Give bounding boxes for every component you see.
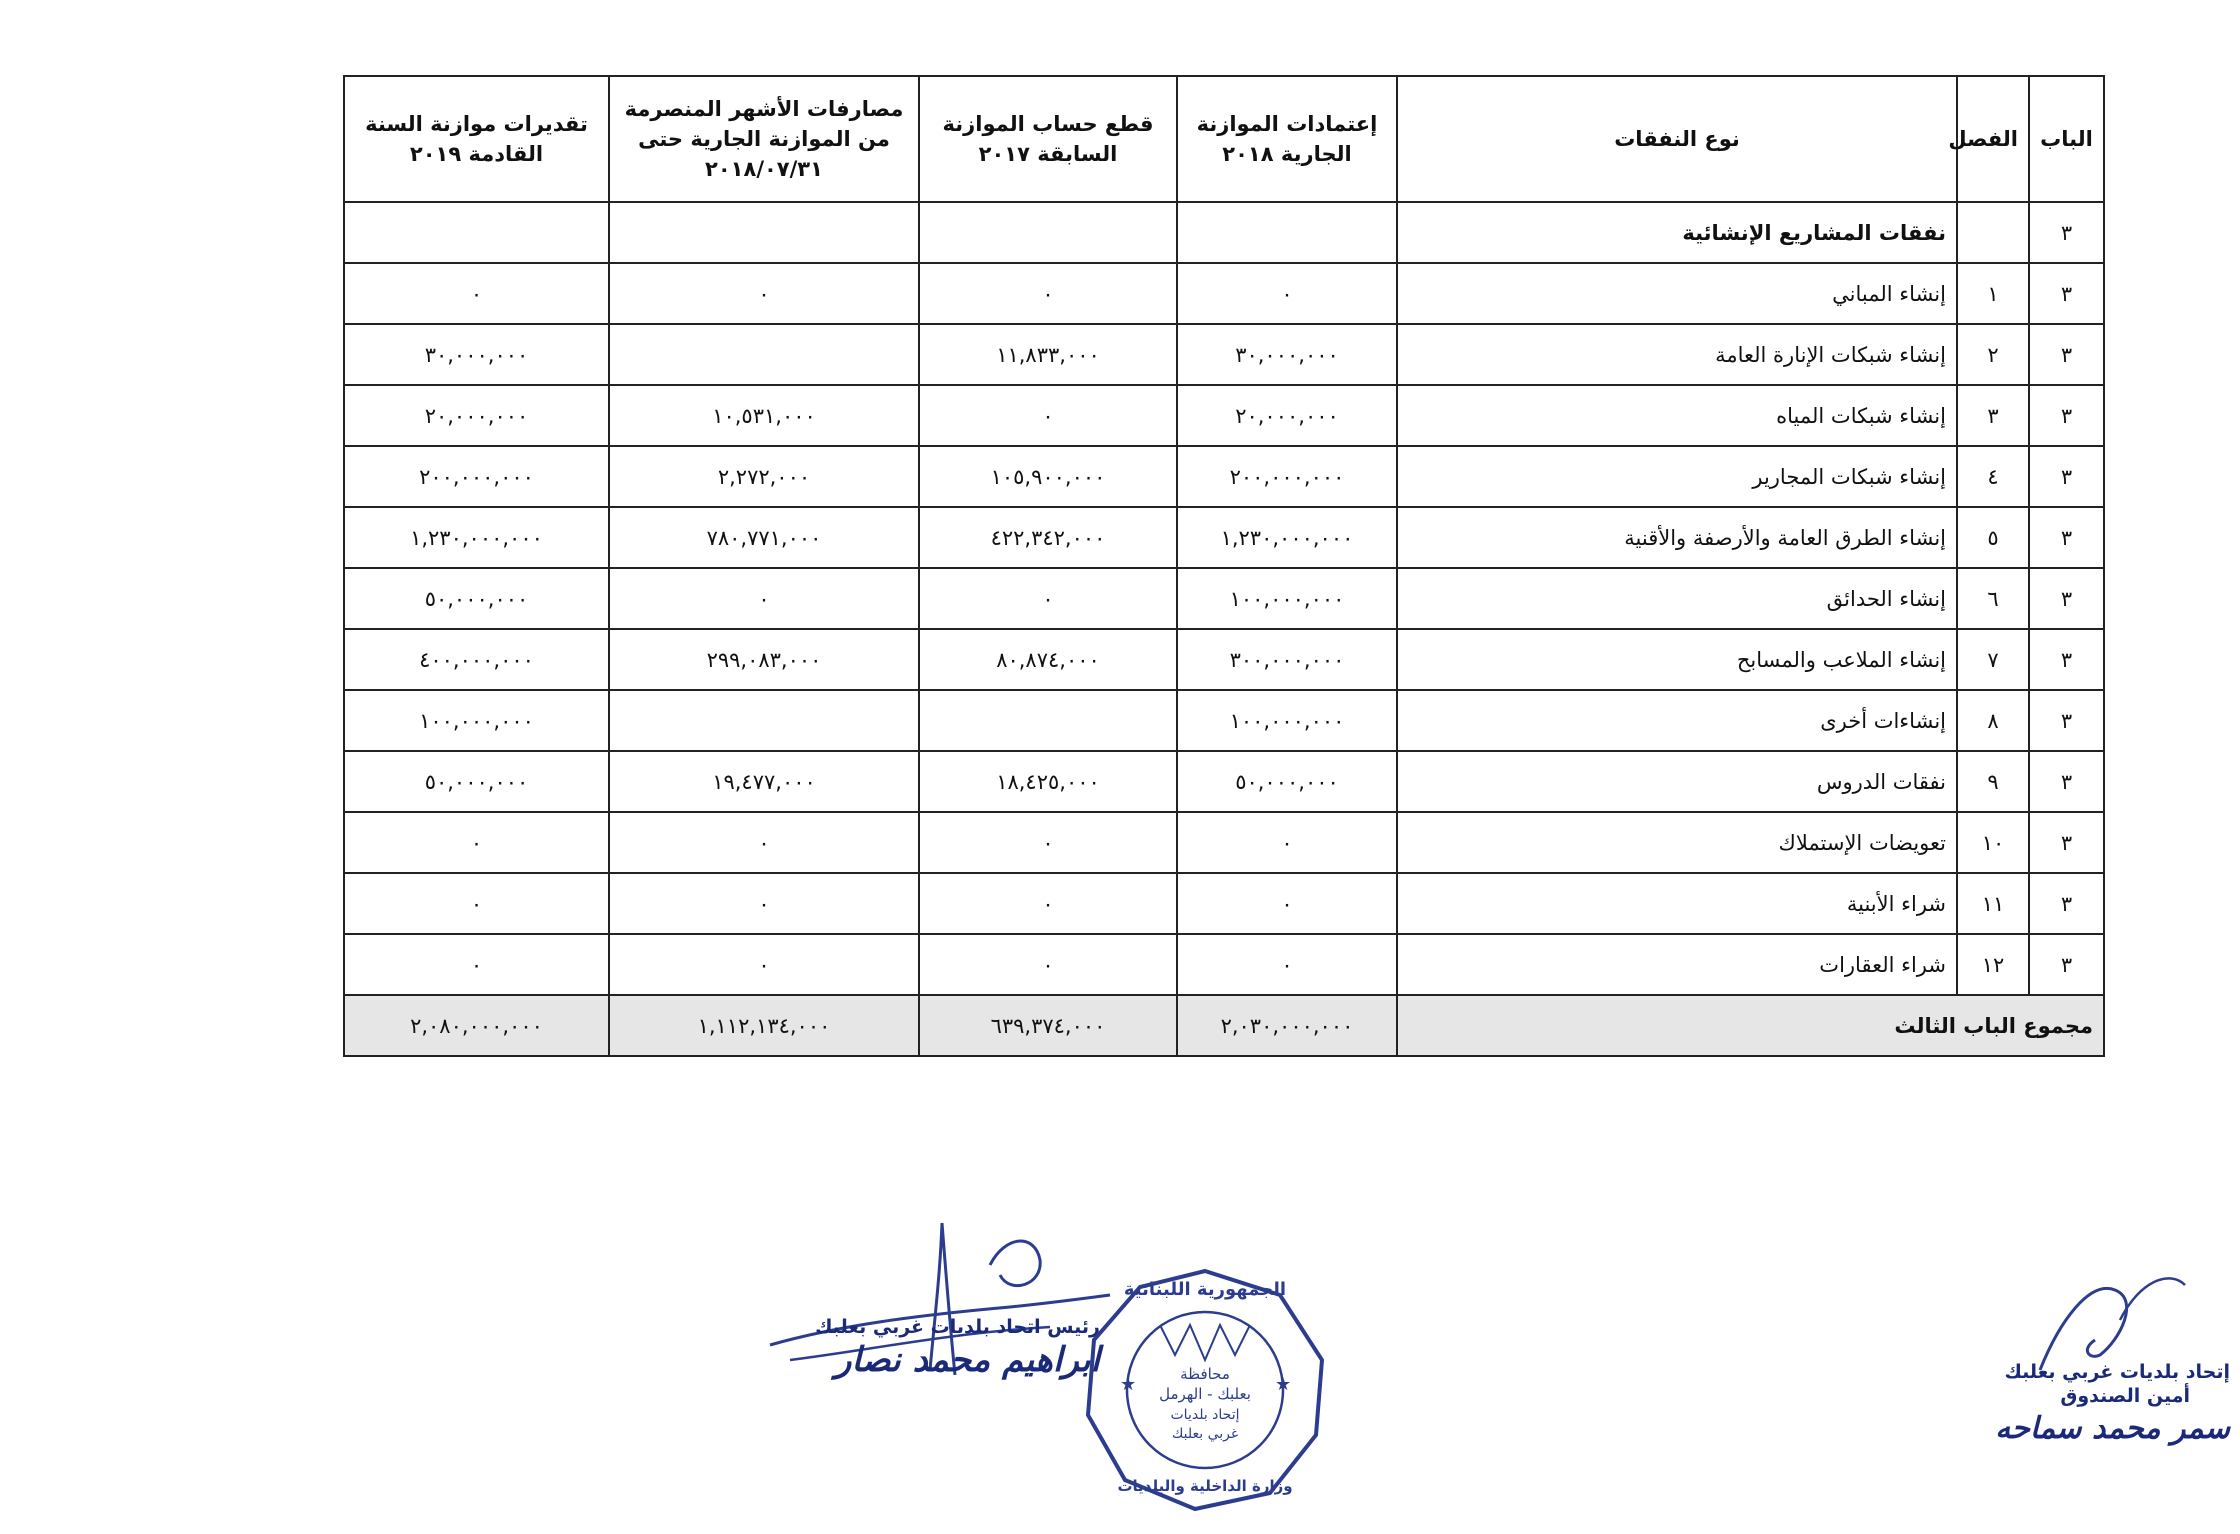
cell-estimate-2019: ١٠٠,٠٠٠,٠٠٠	[344, 690, 609, 751]
cell-spent-2018	[609, 324, 919, 385]
cell-closing-2017: ٠	[919, 934, 1177, 995]
total-estimate-2019: ٢,٠٨٠,٠٠٠,٠٠٠	[344, 995, 609, 1056]
cell-spent-2018	[609, 202, 919, 263]
cell-closing-2017: ٠	[919, 263, 1177, 324]
header-closing-2017: قطع حساب الموازنة السابقة ٢٠١٧	[919, 76, 1177, 202]
table-row	[344, 812, 2104, 873]
cell-bab: ٣	[2029, 324, 2104, 385]
cell-credits-2018: ٢٠,٠٠٠,٠٠٠	[1177, 385, 1397, 446]
cell-fasl: ١	[1957, 263, 2029, 324]
cell-credits-2018: ٣٠,٠٠٠,٠٠٠	[1177, 324, 1397, 385]
cell-spent-2018: ١٠,٥٣١,٠٠٠	[609, 385, 919, 446]
cell-estimate-2019: ٠	[344, 263, 609, 324]
header-estimate-2019: تقديرات موازنة السنة القادمة ٢٠١٩	[344, 76, 609, 202]
treasurer-name: سمر محمد سماحه	[1995, 1411, 2230, 1446]
cell-estimate-2019: ٢٠,٠٠٠,٠٠٠	[344, 385, 609, 446]
header-credits-2018: إعتمادات الموازنة الجارية ٢٠١٨	[1177, 76, 1397, 202]
cell-estimate-2019: ٠	[344, 934, 609, 995]
table-row	[344, 507, 2104, 568]
table-row	[344, 873, 2104, 934]
budget-table	[343, 75, 2105, 1057]
cell-estimate-2019: ٥٠,٠٠٠,٠٠٠	[344, 568, 609, 629]
treasurer-title: أمين الصندوق	[2060, 1385, 2190, 1407]
stamp-line-1: محافظة	[1180, 1365, 1230, 1383]
cell-credits-2018: ٥٠,٠٠٠,٠٠٠	[1177, 751, 1397, 812]
cell-fasl: ١٠	[1957, 812, 2029, 873]
header-fasl: الفصل	[1957, 76, 2029, 202]
header-bab: الباب	[2029, 76, 2104, 202]
cell-spent-2018: ١٩,٤٧٧,٠٠٠	[609, 751, 919, 812]
cell-bab: ٣	[2029, 934, 2104, 995]
cell-credits-2018: ٠	[1177, 812, 1397, 873]
cell-fasl: ٣	[1957, 385, 2029, 446]
cell-bab: ٣	[2029, 202, 2104, 263]
cell-closing-2017: ٠	[919, 568, 1177, 629]
stamp-top-arc: الجمهورية اللبنانية	[1123, 1279, 1287, 1300]
header-row	[344, 76, 2104, 202]
cell-spent-2018: ٠	[609, 873, 919, 934]
cell-fasl: ٥	[1957, 507, 2029, 568]
cell-credits-2018: ٠	[1177, 263, 1397, 324]
total-spent-2018: ١,١١٢,١٣٤,٠٠٠	[609, 995, 919, 1056]
cell-fasl: ١١	[1957, 873, 2029, 934]
cell-credits-2018: ٣٠٠,٠٠٠,٠٠٠	[1177, 629, 1397, 690]
cell-fasl: ٨	[1957, 690, 2029, 751]
cell-label: إنشاء الطرق العامة والأرصفة والأقنية	[1397, 507, 1957, 568]
cell-bab: ٣	[2029, 873, 2104, 934]
table-row	[344, 690, 2104, 751]
total-label: مجموع الباب الثالث	[1397, 995, 2104, 1056]
table-row	[344, 446, 2104, 507]
cell-credits-2018: ١٠٠,٠٠٠,٠٠٠	[1177, 568, 1397, 629]
treasurer-org: إتحاد بلديات غربي بعلبك	[2004, 1361, 2230, 1383]
cell-estimate-2019: ٠	[344, 873, 609, 934]
section-row	[344, 202, 2104, 263]
stamp-bottom-arc: وزارة الداخلية والبلديات	[1117, 1477, 1293, 1495]
cell-label: إنشاء شبكات الإنارة العامة	[1397, 324, 1957, 385]
cell-estimate-2019: ٠	[344, 812, 609, 873]
cell-spent-2018: ٠	[609, 263, 919, 324]
cell-fasl	[1957, 202, 2029, 263]
cell-closing-2017: ٤٢٢,٣٤٢,٠٠٠	[919, 507, 1177, 568]
cell-estimate-2019: ٥٠,٠٠٠,٠٠٠	[344, 751, 609, 812]
cell-label: إنشاء شبكات المجارير	[1397, 446, 1957, 507]
cell-fasl: ٩	[1957, 751, 2029, 812]
treasurer-signature-block	[1930, 1360, 2230, 1450]
cell-closing-2017: ٠	[919, 812, 1177, 873]
cell-closing-2017	[919, 690, 1177, 751]
cell-credits-2018: ٠	[1177, 873, 1397, 934]
cell-credits-2018: ٢٠٠,٠٠٠,٠٠٠	[1177, 446, 1397, 507]
total-closing-2017: ٦٣٩,٣٧٤,٠٠٠	[919, 995, 1177, 1056]
cell-bab: ٣	[2029, 812, 2104, 873]
cell-label: إنشاء الحدائق	[1397, 568, 1957, 629]
cell-estimate-2019: ٣٠,٠٠٠,٠٠٠	[344, 324, 609, 385]
cell-label: إنشاء المباني	[1397, 263, 1957, 324]
cell-bab: ٣	[2029, 690, 2104, 751]
cell-fasl: ٢	[1957, 324, 2029, 385]
cell-closing-2017	[919, 202, 1177, 263]
header-expense-type: نوع النفقات	[1397, 76, 1957, 202]
cell-label: شراء الأبنية	[1397, 873, 1957, 934]
cell-closing-2017: ٨٠,٨٧٤,٠٠٠	[919, 629, 1177, 690]
cell-estimate-2019: ٢٠٠,٠٠٠,٠٠٠	[344, 446, 609, 507]
cell-fasl: ٦	[1957, 568, 2029, 629]
cell-credits-2018: ١,٢٣٠,٠٠٠,٠٠٠	[1177, 507, 1397, 568]
cell-label: إنشاء شبكات المياه	[1397, 385, 1957, 446]
stamp-line-4: غربي بعلبك	[1171, 1426, 1239, 1442]
table-row	[344, 629, 2104, 690]
cell-estimate-2019	[344, 202, 609, 263]
president-signature-block	[800, 1315, 1100, 1381]
stamp-line-2: بعلبك - الهرمل	[1159, 1385, 1251, 1403]
cell-closing-2017: ٠	[919, 873, 1177, 934]
cell-spent-2018	[609, 690, 919, 751]
cell-credits-2018	[1177, 202, 1397, 263]
official-stamp	[1080, 1265, 1330, 1515]
cell-label: إنشاء الملاعب والمسابح	[1397, 629, 1957, 690]
cell-closing-2017: ١٠٥,٩٠٠,٠٠٠	[919, 446, 1177, 507]
table-row	[344, 751, 2104, 812]
cell-spent-2018: ٠	[609, 934, 919, 995]
total-row	[344, 995, 2104, 1056]
table-row	[344, 263, 2104, 324]
cell-estimate-2019: ٤٠٠,٠٠٠,٠٠٠	[344, 629, 609, 690]
cell-spent-2018: ٠	[609, 812, 919, 873]
table-row	[344, 934, 2104, 995]
cell-label: شراء العقارات	[1397, 934, 1957, 995]
cell-spent-2018: ٠	[609, 568, 919, 629]
stamp-line-3: إتحاد بلديات	[1170, 1407, 1240, 1423]
table-row	[344, 324, 2104, 385]
cell-bab: ٣	[2029, 751, 2104, 812]
table-row	[344, 568, 2104, 629]
cell-label: إنشاءات أخرى	[1397, 690, 1957, 751]
cell-fasl: ٤	[1957, 446, 2029, 507]
cell-spent-2018: ٢,٢٧٢,٠٠٠	[609, 446, 919, 507]
cell-spent-2018: ٢٩٩,٠٨٣,٠٠٠	[609, 629, 919, 690]
president-name: ابراهيم محمد نصار	[835, 1340, 1100, 1380]
cell-credits-2018: ٠	[1177, 934, 1397, 995]
cell-label: تعويضات الإستملاك	[1397, 812, 1957, 873]
cell-fasl: ٧	[1957, 629, 2029, 690]
cell-closing-2017: ١٨,٤٢٥,٠٠٠	[919, 751, 1177, 812]
cell-bab: ٣	[2029, 507, 2104, 568]
cell-bab: ٣	[2029, 629, 2104, 690]
header-spent-2018: مصارفات الأشهر المنصرمة من الموازنة الجارية حتى ٢٠١٨/٠٧/٣١	[609, 76, 919, 202]
cell-bab: ٣	[2029, 385, 2104, 446]
cell-bab: ٣	[2029, 446, 2104, 507]
cell-label: نفقات المشاريع الإنشائية	[1397, 202, 1957, 263]
svg-text:★: ★	[1275, 1374, 1292, 1395]
cell-bab: ٣	[2029, 568, 2104, 629]
total-credits-2018: ٢,٠٣٠,٠٠٠,٠٠٠	[1177, 995, 1397, 1056]
cell-closing-2017: ٠	[919, 385, 1177, 446]
cell-bab: ٣	[2029, 263, 2104, 324]
cell-closing-2017: ١١,٨٣٣,٠٠٠	[919, 324, 1177, 385]
cell-spent-2018: ٧٨٠,٧٧١,٠٠٠	[609, 507, 919, 568]
table-row	[344, 385, 2104, 446]
cell-credits-2018: ١٠٠,٠٠٠,٠٠٠	[1177, 690, 1397, 751]
president-title: رئيس اتحاد بلديات غربي بعلبك	[815, 1316, 1100, 1338]
cell-label: نفقات الدروس	[1397, 751, 1957, 812]
cell-fasl: ١٢	[1957, 934, 2029, 995]
cell-estimate-2019: ١,٢٣٠,٠٠٠,٠٠٠	[344, 507, 609, 568]
svg-text:★: ★	[1120, 1374, 1137, 1395]
